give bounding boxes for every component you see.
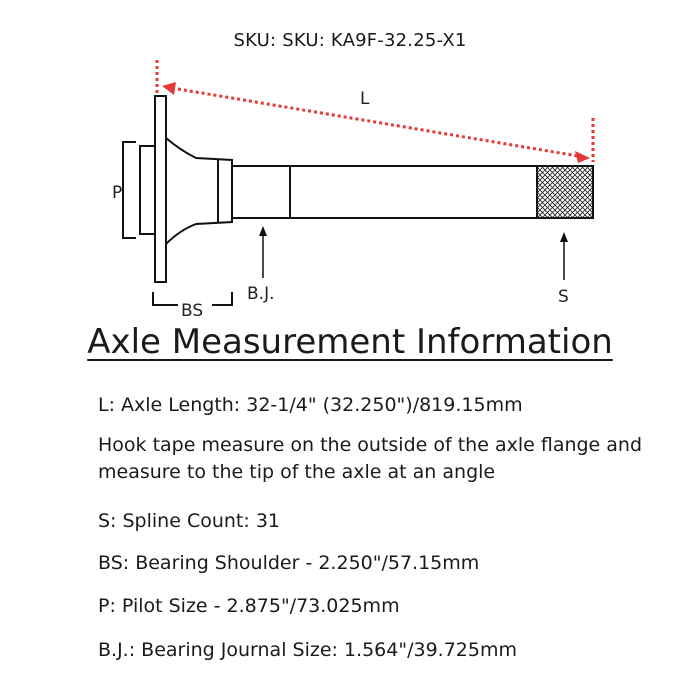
bearing-shoulder-label: BS xyxy=(181,301,204,321)
length-label: L xyxy=(360,89,370,109)
bearing-journal-text: B.J.: Bearing Journal Size: 1.564"/39.725mm xyxy=(98,639,517,661)
spline-label: S xyxy=(558,287,569,307)
length-dimension-line xyxy=(157,60,593,162)
pilot-label: P xyxy=(112,183,123,203)
pilot-bracket xyxy=(123,142,136,238)
length-arrowhead-left xyxy=(162,82,176,95)
bearing-journal-arrowhead xyxy=(259,226,267,236)
axle-diagram xyxy=(0,0,700,330)
measure-instructions-text: Hook tape measure on the outside of the axle flange and measure to the tip of the axle at an angle xyxy=(98,434,643,483)
spline-count-text: S: Spline Count: 31 xyxy=(98,510,280,532)
axle-drawing xyxy=(140,96,593,282)
spline-arrowhead xyxy=(560,232,568,242)
pilot-size-text: P: Pilot Size - 2.875"/73.025mm xyxy=(98,595,400,617)
page-title: Axle Measurement Information xyxy=(87,322,613,362)
bearing-journal-label: B.J. xyxy=(247,284,275,304)
length-arrowhead-right xyxy=(575,151,590,163)
bearing-shoulder-text: BS: Bearing Shoulder - 2.250"/57.15mm xyxy=(98,552,480,574)
sku-label: SKU: SKU: KA9F-32.25-X1 xyxy=(233,30,467,51)
axle-length-text: L: Axle Length: 32-1/4" (32.250")/819.15mm xyxy=(98,394,523,416)
